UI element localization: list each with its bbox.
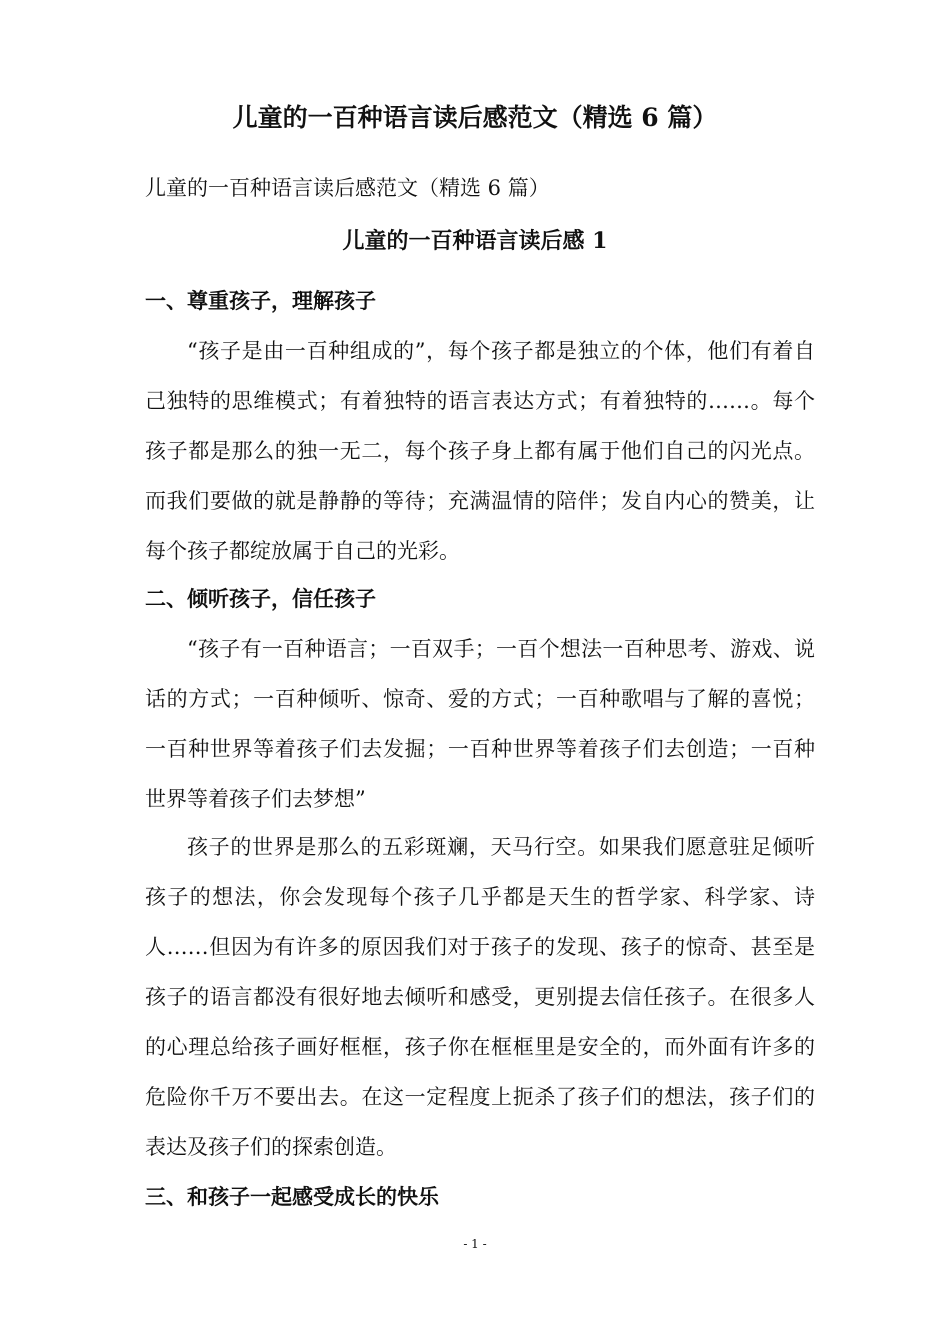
section-2-paragraph-2: 孩子的世界是那么的五彩斑斓，天马行空。如果我们愿意驻足倾听孩子的想法，你会发现每个孩子几乎都是天生的哲学家、科学家、诗人……但因为有许多的原因我们对于孩子的发现、孩子的惊奇、甚至是孩子的语言都没有很好地去倾听和感受，更别提去信任孩子。在很多人的心理总给孩子画好框框，孩子你在框框里是安全的，而外面有许多的危险你千万不要出去。在这一定程度上扼杀了孩子们的想法，孩子们的表达及孩子们的探索创造。	[145, 835, 815, 1159]
page-number: - 1 -	[463, 1237, 487, 1251]
essay-title: 儿童的一百种语言读后感 1	[342, 228, 608, 254]
document-title: 儿童的一百种语言读后感范文（精选 6 篇）	[232, 103, 718, 132]
document-subtitle: 儿童的一百种语言读后感范文（精选 6 篇）	[145, 176, 550, 200]
section-heading-3: 三、和孩子一起感受成长的快乐	[145, 1184, 439, 1209]
section-1-paragraph-1: “孩子是由一百种组成的”，每个孩子都是独立的个体，他们有着自己独特的思维模式；有着独特的语言表达方式；有着独特的……。每个孩子都是那么的独一无二，每个孩子身上都有属于他们自己的闪光点。而我们要做的就是静静的等待；充满温情的陪伴；发自内心的赞美，让每个孩子都绽放属于自己的光彩。	[145, 339, 815, 563]
section-2-paragraph-1: “孩子有一百种语言；一百双手；一百个想法一百种思考、游戏、说话的方式；一百种倾听、惊奇、爱的方式；一百种歌唱与了解的喜悦；一百种世界等着孩子们去发掘；一百种世界等着孩子们去创造；一百种世界等着孩子们去梦想”	[145, 637, 815, 811]
section-heading-2: 二、倾听孩子，信任孩子	[145, 586, 376, 611]
section-heading-1: 一、尊重孩子，理解孩子	[145, 288, 376, 313]
